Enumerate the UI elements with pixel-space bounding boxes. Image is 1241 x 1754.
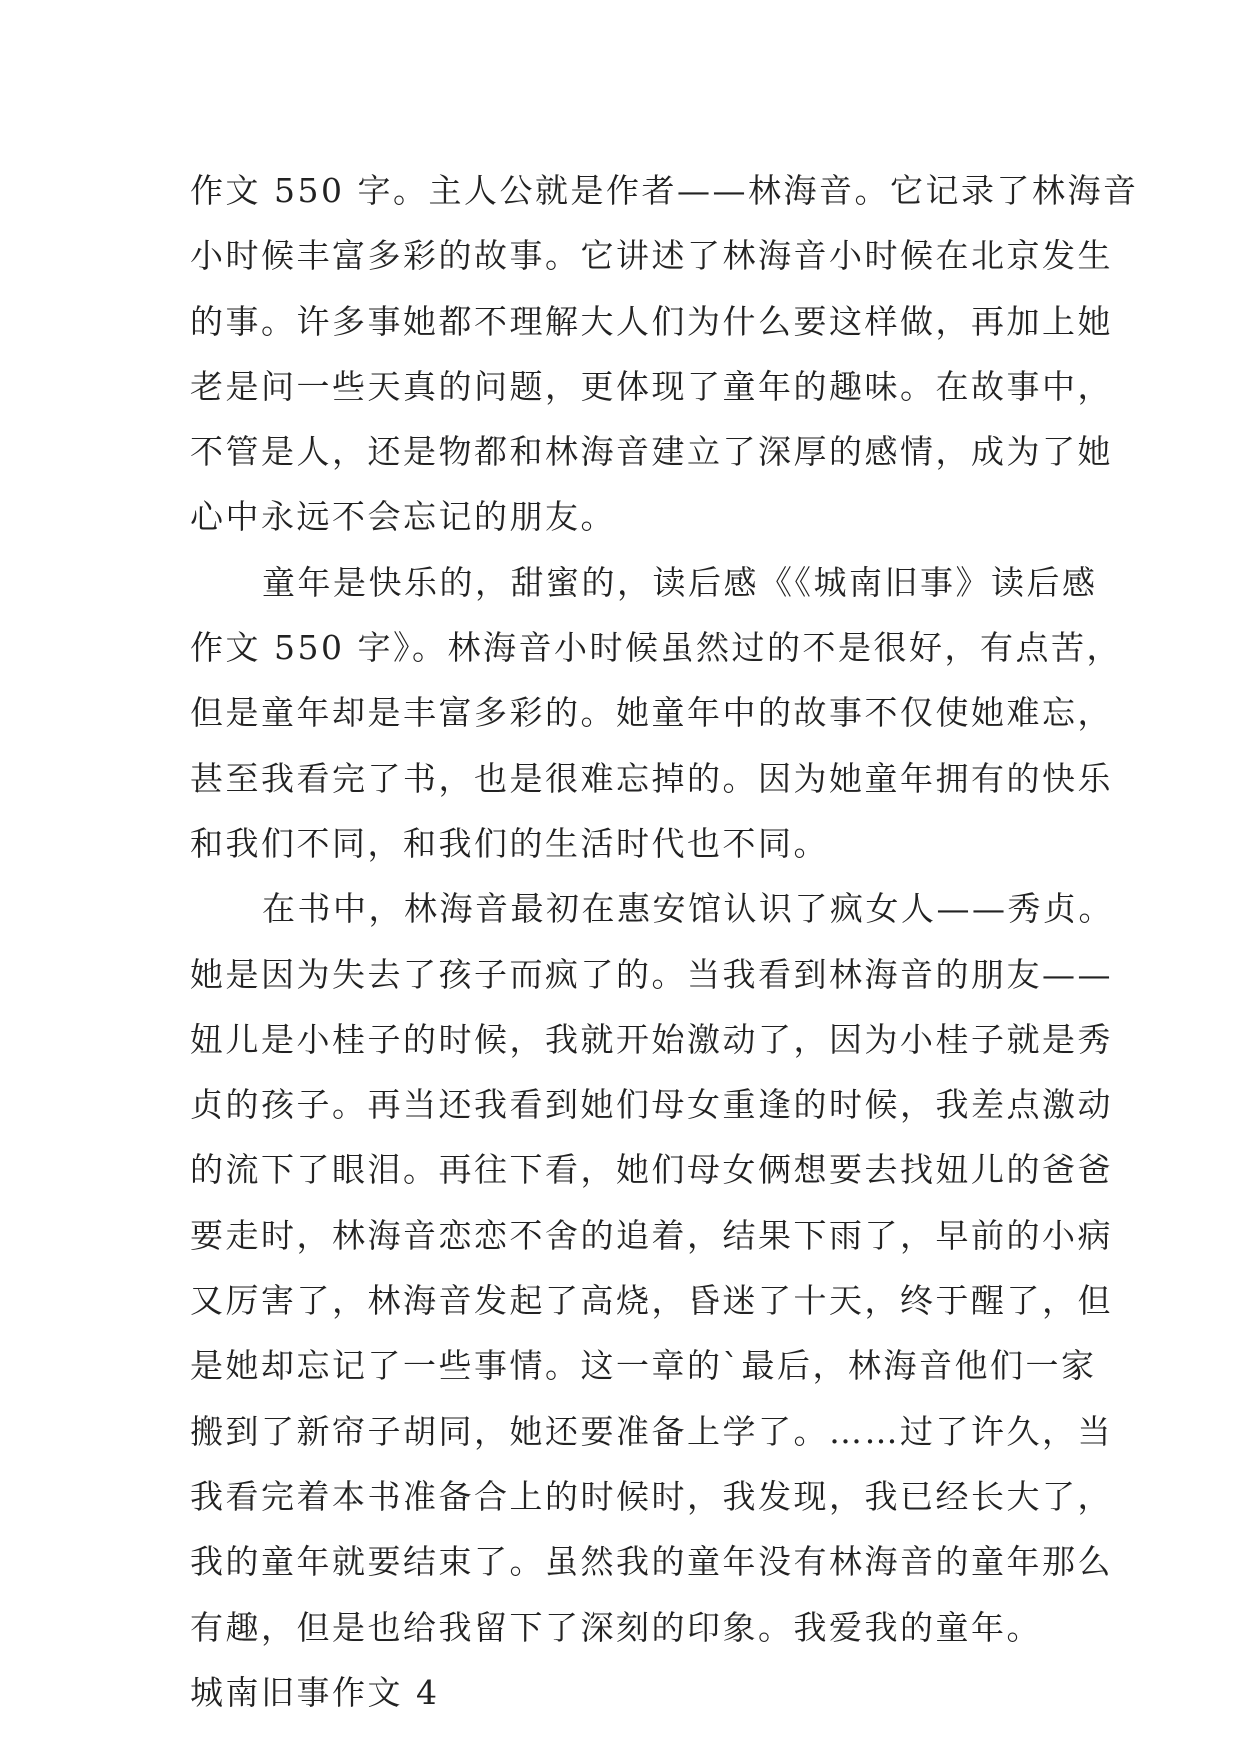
essay-line: 小时候丰富多彩的故事。它讲述了林海音小时候在北京发生 bbox=[190, 236, 1113, 276]
essay-line: 贞的孩子。再当还我看到她们母女重逢的时候，我差点激动 bbox=[190, 1085, 1113, 1125]
essay-line: 又厉害了，林海音发起了高烧，昏迷了十天，终于醒了，但 bbox=[190, 1281, 1113, 1321]
paragraph-first-line: 在书中，林海音最初在惠安馆认识了疯女人——秀贞。 bbox=[262, 889, 1114, 929]
essay-line: 的事。许多事她都不理解大人们为什么要这样做，再加上她 bbox=[190, 301, 1113, 341]
essay-line: 她是因为失去了孩子而疯了的。当我看到林海音的朋友—— bbox=[190, 954, 1113, 994]
essay-line: 作文 550 字。主人公就是作者——林海音。它记录了林海音 bbox=[190, 171, 1139, 210]
essay-line: 搬到了新帘子胡同，她还要准备上学了。……过了许久，当 bbox=[190, 1411, 1113, 1451]
essay-line: 我看完着本书准备合上的时候时，我发现，我已经长大了， bbox=[190, 1476, 1113, 1516]
essay-line: 有趣，但是也给我留下了深刻的印象。我爱我的童年。 bbox=[190, 1607, 1042, 1647]
essay-line: 的流下了眼泪。再往下看，她们母女俩想要去找妞儿的爸爸 bbox=[190, 1150, 1113, 1190]
essay-body bbox=[190, 158, 1139, 1725]
paragraph-first-line: 童年是快乐的，甜蜜的，读后感《《城南旧事》读后感 bbox=[262, 562, 1098, 602]
essay-line: 是她却忘记了一些事情。这一章的`最后，林海音他们一家 bbox=[190, 1346, 1097, 1386]
essay-line: 和我们不同，和我们的生活时代也不同。 bbox=[190, 823, 829, 863]
essay-line: 要走时，林海音恋恋不舍的追着，结果下雨了，早前的小病 bbox=[190, 1215, 1113, 1255]
essay-line: 甚至我看完了书，也是很难忘掉的。因为她童年拥有的快乐 bbox=[190, 758, 1113, 798]
essay-line: 心中永远不会忘记的朋友。 bbox=[190, 497, 616, 537]
section-heading: 城南旧事作文 4 bbox=[190, 1672, 440, 1712]
essay-line: 妞儿是小桂子的时候，我就开始激动了，因为小桂子就是秀 bbox=[190, 1019, 1113, 1059]
essay-line: 不管是人，还是物都和林海音建立了深厚的感情，成为了她 bbox=[190, 432, 1113, 472]
essay-line: 作文 550 字》。林海音小时候虽然过的不是很好，有点苦， bbox=[190, 628, 1122, 668]
essay-line: 我的童年就要结束了。虽然我的童年没有林海音的童年那么 bbox=[190, 1542, 1113, 1582]
essay-line: 但是童年却是丰富多彩的。她童年中的故事不仅使她难忘， bbox=[190, 693, 1113, 733]
essay-line: 老是问一些天真的问题，更体现了童年的趣味。在故事中， bbox=[190, 366, 1113, 406]
